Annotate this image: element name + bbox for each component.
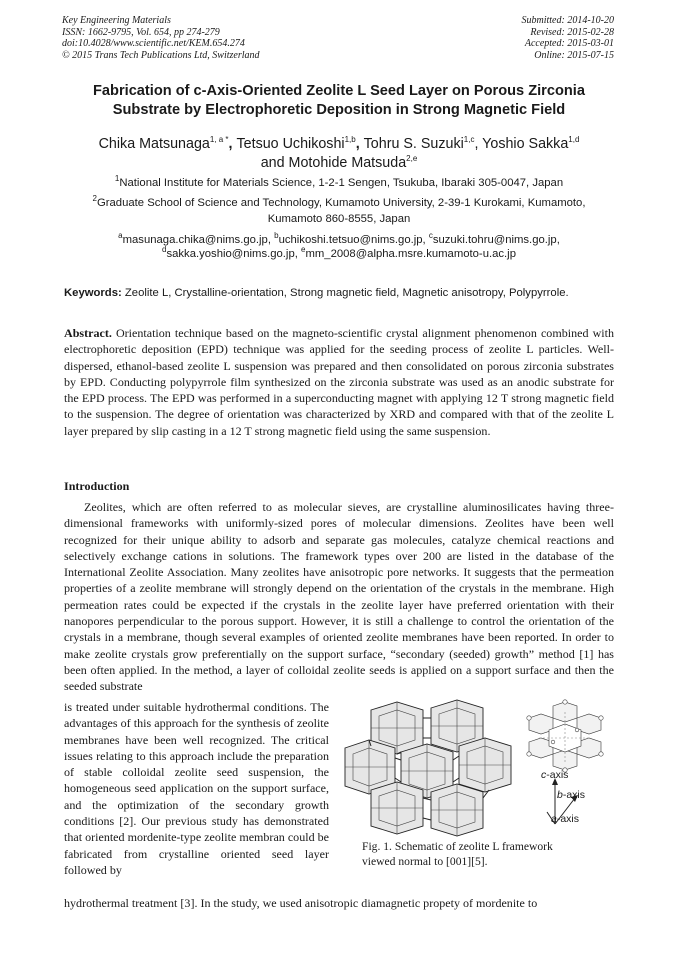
- doi: doi:10.4028/www.scientific.net/KEM.654.274: [62, 38, 245, 50]
- framework-top-view: [527, 700, 603, 772]
- caption-line-1: Fig. 1. Schematic of zeolite L framework: [362, 840, 553, 853]
- email-sup: e: [301, 245, 306, 255]
- journal-info: [62, 15, 260, 61]
- affiliation-text: National Institute for Materials Science, 1-2-1 Sengen, Tsukuba, Ibaraki 305-0047, Japan: [119, 177, 564, 189]
- email-sup: c: [428, 231, 433, 241]
- abstract-block: [64, 325, 614, 439]
- intro-text: Zeolites, which are often referred to as molecular sieves, are crystalline aluminosilicates having three-dimensional frameworks with uniformly-sized pores of molecular dimensions. Zeolites have been well recognized for their unique ability to adsorb and separate gas molecules, catalyze chemical reactions and selectively exchange cations in solutions. The framework types over 200 are listed in the database of the International Zeolite Association. Many zeolites have anisotropic pore networks. It suggests that the permeation properties of a zeolite membrane will strongly depend on the orientation of the crystals in the membrane. High permeation rates could be expected if the crystals in the zeolite layer have preferred orientation with their nanopores perpendicular to the porous support. However, it is still a challenge to control the orientation of the crystals in a membrane, though several examples of oriented zeolite membranes have been reported. In order to make zeolite crystals grow preferentially on the support surface, “secondary (seeded) growth” method [1] has been often applied. In the method, a layer of colloidal zeolite seeds is applied on a support surface and then the seeded substrate: [64, 500, 614, 694]
- author-sep: ,: [474, 136, 483, 152]
- submitted-date: Submitted: 2014-10-20: [521, 15, 614, 26]
- keywords-block: [64, 286, 614, 302]
- affiliation-text: Graduate School of Science and Technology, Kumamoto University, 2-39-1 Kurokami, Kumamoto,: [96, 197, 586, 209]
- author-sup: 1,b: [344, 135, 356, 145]
- email-sup: b: [274, 231, 279, 241]
- email-link[interactable]: mm_2008@alpha.msre.kumamoto-u.ac.jp: [305, 248, 516, 260]
- author-name: and Motohide Matsuda: [260, 154, 407, 171]
- abstract-text: Orientation technique based on the magneto-scientific crystal alignment phenomenon combined with electrophoretic deposition (EPD) technique was applied for the seeding process of zeolite L particles. Well-dispersed, ethanol-based zeolite L suspension was prepared and then consolidated on porous zirconia substrates by EPD. Conducting polypyrrole film synthesized on the zirconia substrate was used as an anodic substrate for the EPD process. The EPD was performed in a superconducting magnet with applying 12 T strong magnetic field to the suspension. The degree of orientation was characterized by XRD and compared with that of the zeolite L layer prepared by slip casting in a 12 T strong magnetic field using the same suspension.: [64, 326, 614, 438]
- title-line-2: Substrate by Electrophoretic Deposition in Strong Magnetic Field: [112, 101, 566, 118]
- dates-info: [522, 15, 615, 61]
- caption-line-2: viewed normal to [001][5].: [362, 854, 488, 868]
- email-link[interactable]: masunaga.chika@nims.go.jp,: [122, 234, 271, 246]
- keywords-label: Keywords:: [64, 287, 122, 299]
- email-list: [60, 233, 618, 261]
- email-link[interactable]: suzuki.tohru@nims.go.jp,: [432, 234, 560, 246]
- figure-caption: [362, 840, 602, 869]
- author-name: Yoshio Sakka: [482, 136, 569, 152]
- affiliation-text: Kumamoto 860-8555, Japan: [267, 212, 411, 225]
- copyright: © 2015 Trans Tech Publications Ltd, Switzerland: [62, 49, 260, 61]
- affiliation-sup: 2: [92, 194, 97, 204]
- email-link[interactable]: uchikoshi.tetsuo@nims.go.jp,: [278, 234, 426, 246]
- axis-label-a: a-axis: [551, 813, 580, 825]
- author-name: Chika Matsunaga: [98, 136, 210, 152]
- affiliation-sup: 1: [114, 174, 120, 184]
- axis-label-c: c-axis: [541, 769, 569, 781]
- email-sup: a: [118, 231, 123, 241]
- email-sup: d: [162, 245, 167, 255]
- authors-line-2: [50, 154, 628, 173]
- intro-tail-text: hydrothermal treatment [3]. In the study, we used anisotropic diamagnetic propety of mordenite to: [64, 896, 538, 910]
- intro-paragraph: [64, 499, 614, 694]
- online-date: Online: 2015-07-15: [534, 49, 614, 61]
- abstract-label: Abstract.: [64, 326, 112, 340]
- axis-label-b: b-axis: [557, 789, 586, 801]
- author-sup: 1, a *: [209, 135, 229, 145]
- accepted-date: Accepted: 2015-03-01: [524, 38, 614, 50]
- framework-3d-drawing: [345, 700, 511, 836]
- author-sep: ,: [355, 136, 364, 152]
- author-sup: 1,c: [463, 135, 475, 145]
- intro-column-text: is treated under suitable hydrothermal conditions. The advantages of this approach for the synthesis of zeolite membranes have been well recognized. The critical issues relating to this approach include the preparation of stable colloidal zeolite seed suspension, the homogeneous seed application on the support surface, and the optimization of the secondary growth conditions [2]. Our previous study has demonstrated that oriented mordenite-type zeolite membran could be fabricated from crystalline oriented seed layer followed by: [64, 700, 329, 877]
- revised-date: Revised: 2015-02-28: [530, 26, 614, 38]
- keywords-text: Zeolite L, Crystalline-orientation, Strong magnetic field, Magnetic anisotropy, Polypyrrole.: [124, 287, 569, 299]
- framework-cage: [345, 700, 511, 836]
- journal-name: Key Engineering Materials: [62, 15, 171, 26]
- email-link[interactable]: sakka.yoshio@nims.go.jp,: [166, 248, 298, 260]
- authors-line-1: [50, 135, 628, 154]
- zeolite-framework-figure: [339, 698, 617, 838]
- author-name: Tohru S. Suzuki: [363, 136, 464, 152]
- affiliation-1: [60, 176, 618, 192]
- author-sup: 2,e: [406, 153, 418, 163]
- issn: ISSN: 1662-9795, Vol. 654, pp 274-279: [62, 26, 220, 38]
- section-heading: Introduction: [64, 479, 130, 493]
- author-sep: ,: [228, 136, 237, 152]
- affiliation-2: [60, 196, 618, 227]
- author-list: [50, 135, 628, 172]
- title-line-1: Fabrication of c-Axis-Oriented Zeolite L Seed Layer on Porous Zirconia: [93, 83, 585, 99]
- author-sup: 1,d: [568, 135, 580, 145]
- paper-title: [40, 82, 638, 119]
- author-name: Tetsuo Uchikoshi: [236, 136, 345, 152]
